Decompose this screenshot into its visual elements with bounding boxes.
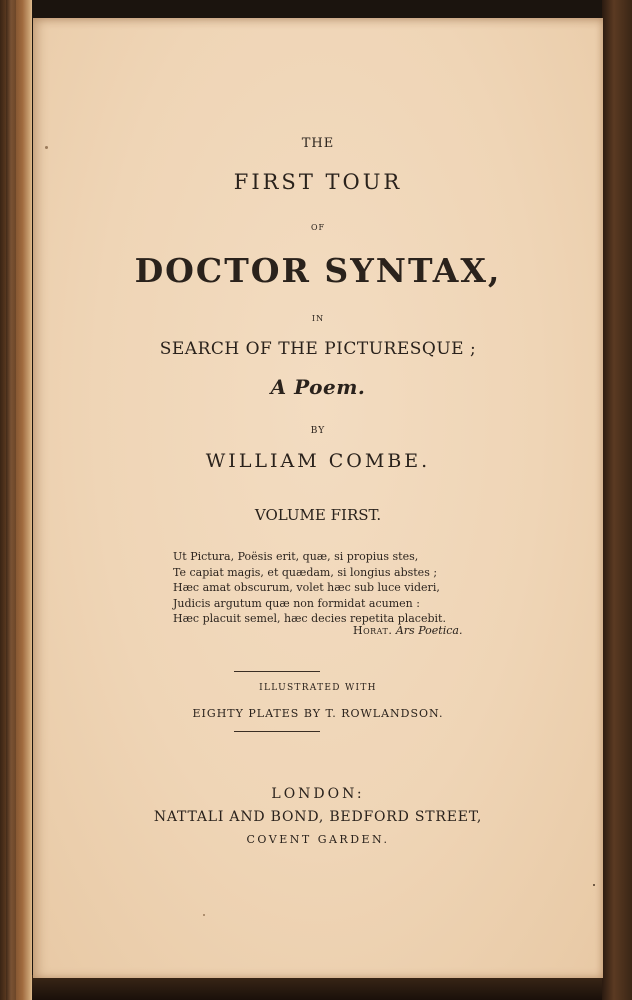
epigraph-line: Judicis argutum quæ non formidat acumen :	[173, 596, 420, 610]
epigraph-attribution	[353, 624, 462, 637]
volume-label: VOLUME FIRST.	[254, 506, 382, 524]
main-title: DOCTOR SYNTAX,	[134, 251, 502, 290]
subtitle: SEARCH OF THE PICTURESQUE ;	[159, 339, 477, 359]
paper-fleck	[45, 146, 48, 149]
book-spine-left	[0, 0, 32, 1000]
author-name: WILLIAM COMBE.	[205, 450, 431, 472]
paper-fleck	[593, 884, 595, 886]
attribution-author: Horat.	[353, 624, 393, 637]
book-bottom-edge	[32, 975, 602, 1000]
title-first-tour: FIRST TOUR	[233, 170, 403, 194]
title-page	[33, 18, 603, 978]
plates-label: EIGHTY PLATES BY T. ROWLANDSON.	[192, 707, 444, 720]
illustrated-label: ILLUSTRATED WITH	[259, 683, 377, 693]
imprint-city: LONDON:	[271, 786, 365, 802]
divider-rule	[234, 671, 320, 672]
epigraph	[173, 549, 473, 627]
attribution-work: Ars Poetica.	[395, 624, 463, 637]
epigraph-line: Te capiat magis, et quædam, si longius abstes ;	[173, 565, 438, 579]
title-of: OF	[310, 223, 326, 232]
imprint-publisher: NATTALI AND BOND, BEDFORD STREET,	[153, 809, 483, 825]
imprint-district: COVENT GARDEN.	[246, 833, 390, 846]
by-label: BY	[310, 426, 326, 436]
epigraph-line: Ut Pictura, Poësis erit, quæ, si propius stes,	[173, 550, 419, 563]
divider-rule	[234, 731, 320, 732]
paper-fleck	[203, 914, 205, 916]
book-cover-edge	[602, 0, 632, 1000]
title-in: IN	[311, 314, 325, 323]
genre-label: A Poem.	[270, 375, 366, 399]
title-the: THE	[301, 136, 335, 151]
epigraph-line: Hæc amat obscurum, volet hæc sub luce videri,	[173, 581, 440, 595]
epigraph-line: Hæc placuit semel, hæc decies repetita placebit.	[173, 612, 446, 626]
